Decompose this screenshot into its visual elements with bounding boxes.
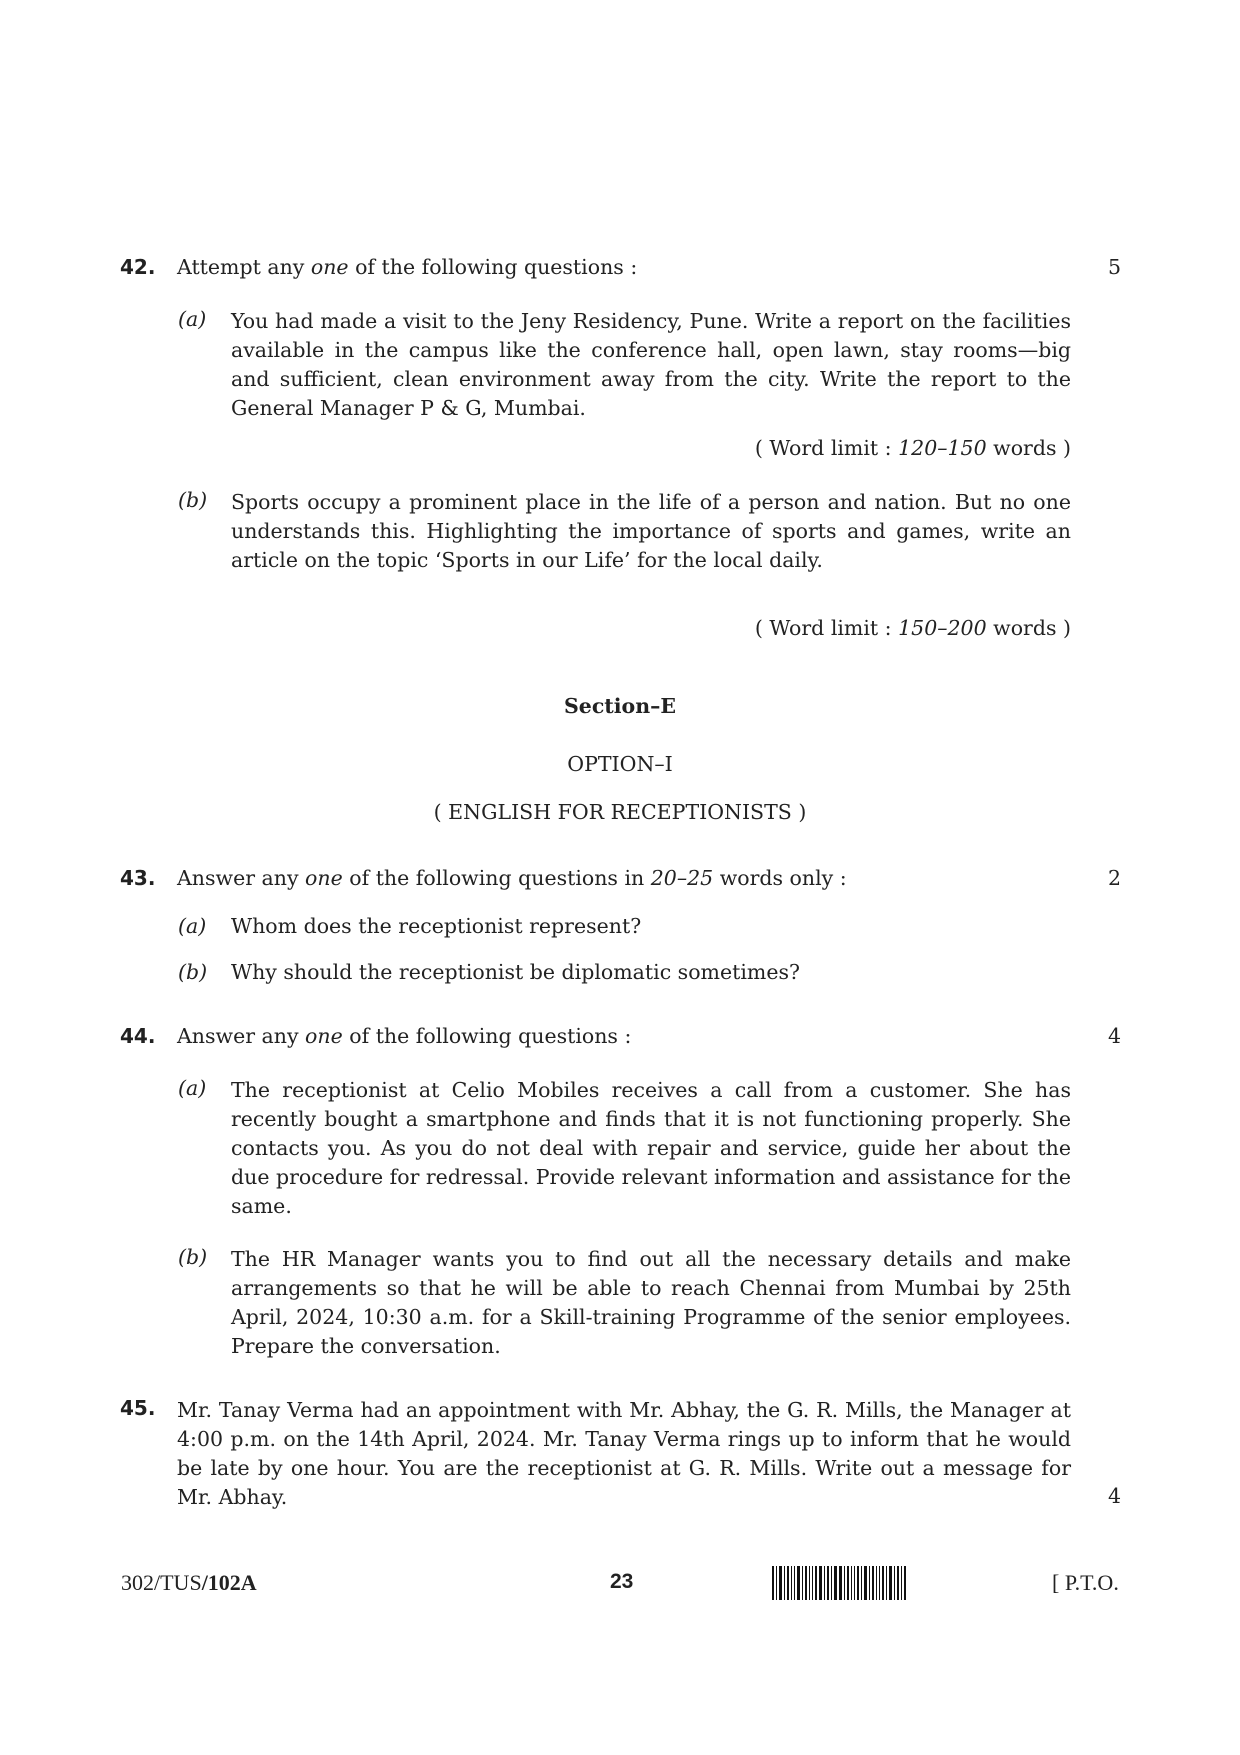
stem-emphasis: one [310,255,349,279]
paper-code [121,1570,257,1596]
code-text: 302/TUS [121,1570,202,1595]
question-stem [177,866,847,890]
section-subtitle: ( ENGLISH FOR RECEPTIONISTS ) [433,800,807,824]
option-text: The receptionist at Celio Mobiles receives a call from a customer. She has recently bought a smartphone and finds that it is not functioning properly. She contacts you. As you do not deal with repair and service, guide her about the due procedure for redressal. Provide relevant information and assistance for the same. [231,1078,1071,1218]
option-label: (b) [178,1245,208,1269]
stem-emphasis: 20–25 [650,866,714,890]
option-text: Sports occupy a prominent place in the life of a person and nation. But no one understands this. Highlighting the importance of sports and games, write an article on the topic ‘Sports in our Life’ for the local daily. [231,490,1071,572]
wl-text: words ) [986,616,1071,640]
wl-text: words ) [986,436,1071,460]
wl-range: 120–150 [898,436,987,460]
stem-text: Answer any [177,866,306,890]
wl-text: ( Word limit : [754,616,899,640]
word-limit [755,616,1071,640]
option-label: (a) [178,1076,207,1100]
section-title: Section–E [563,694,677,718]
marks: 5 [1108,255,1122,279]
stem-text: of the following questions : [348,255,638,279]
question-number: 45. [120,1396,156,1420]
option-text: You had made a visit to the Jeny Residency, Pune. Write a report on the facilities available in the campus like the conference hall, open lawn, stay rooms—big and sufficient, clean environment away from the city. Write the report to the General Manager P & G, Mumbai. [231,309,1071,420]
question-stem [177,1024,631,1048]
marks: 4 [1108,1484,1122,1508]
word-limit [755,436,1071,460]
option-text: The HR Manager wants you to find out all the necessary details and make arrangements so that he will be able to reach Chennai from Mumbai by 25th April, 2024, 10:30 a.m. for a Skill-training Programme of the senior employees. Prepare the conversation. [231,1247,1071,1358]
option-text: Whom does the receptionist represent? [231,914,642,938]
marks: 4 [1108,1024,1122,1048]
option-label: (b) [178,960,208,984]
question-number: 43. [120,866,156,890]
barcode-icon [772,1566,908,1600]
option-label: (b) [178,488,208,512]
page-number: 23 [610,1570,634,1593]
pto-label: [ P.T.O. [1052,1570,1119,1595]
marks: 2 [1108,866,1122,890]
stem-text: words only : [713,866,847,890]
stem-text: Attempt any [177,255,311,279]
option-label: (a) [178,307,207,331]
stem-emphasis: one [305,1024,343,1048]
question-text: Mr. Tanay Verma had an appointment with Mr. Abhay, the G. R. Mills, the Manager at 4:00 p.m. on the 14th April, 2024. Mr. Tanay Verma rings up to inform that he would be late by one hour. You are the receptionist at G. R. Mills. Write out a message for Mr. Abhay. [177,1398,1071,1509]
question-number: 42. [120,255,156,279]
stem-text: Answer any [177,1024,306,1048]
wl-text: ( Word limit : [754,436,899,460]
option-heading: OPTION–I [567,752,673,776]
question-stem [177,255,637,279]
option-label: (a) [178,914,207,938]
stem-emphasis: one [305,866,343,890]
option-text: Why should the receptionist be diplomatic sometimes? [231,960,800,984]
question-number: 44. [120,1024,156,1048]
wl-range: 150–200 [898,616,987,640]
stem-text: of the following questions in [342,866,651,890]
code-bold: /102A [201,1570,257,1595]
stem-text: of the following questions : [342,1024,632,1048]
